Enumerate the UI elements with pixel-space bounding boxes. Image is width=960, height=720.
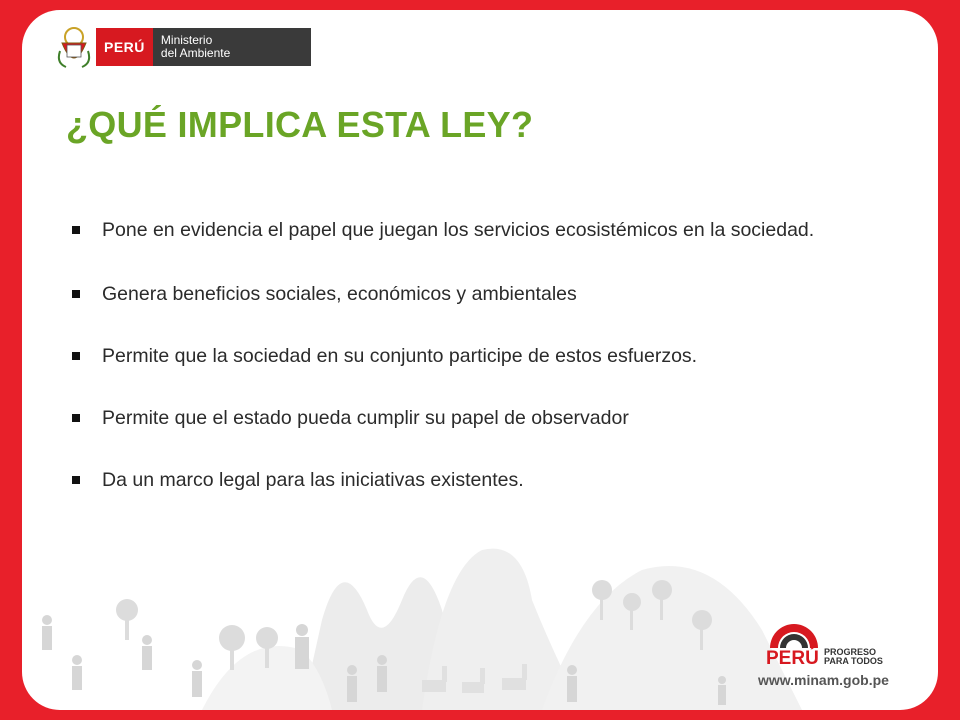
bullet-text: Da un marco legal para las iniciativas existentes. (102, 469, 524, 491)
bullet-text: Pone en evidencia el papel que juegan los servicios ecosistémicos en la sociedad. (102, 219, 815, 241)
slogan-line-2: PARA TODOS (824, 656, 883, 666)
peru-brand-logo (758, 620, 918, 690)
ministry-line-2: del Ambiente (160, 46, 231, 60)
bullet-text: Permite que el estado pueda cumplir su papel de observador (102, 407, 629, 429)
coat-of-arms-icon (52, 20, 96, 74)
bullet-square-icon (72, 476, 80, 484)
bullet-square-icon (72, 290, 80, 298)
bullet-square-icon (72, 226, 80, 234)
bullet-list (66, 216, 911, 528)
slide-frame (22, 10, 938, 710)
brand-slogan (824, 648, 894, 666)
bullet-text: Permite que la sociedad en su conjunto participe de estos esfuerzos. (102, 345, 698, 367)
slogan-line-1: PROGRESO (824, 647, 877, 657)
website-url: www.minam.gob.pe (758, 672, 889, 688)
bullet-item (66, 404, 911, 433)
ministry-logo (52, 20, 311, 74)
bullet-text: Genera beneficios sociales, económicos y ambientales (102, 283, 577, 305)
bullet-item (66, 466, 911, 495)
peru-label: PERÚ (96, 28, 153, 66)
ministry-line-1: Ministerio (160, 33, 213, 47)
bullet-item (66, 342, 911, 371)
slide-title: ¿QUÉ IMPLICA ESTA LEY? (66, 104, 534, 145)
bullet-item (66, 216, 911, 245)
brand-arc-icon (766, 616, 822, 652)
ministry-name (153, 28, 311, 66)
brand-name: PERÚ (766, 648, 819, 669)
bullet-square-icon (72, 414, 80, 422)
bullet-square-icon (72, 352, 80, 360)
bullet-item (66, 280, 911, 309)
